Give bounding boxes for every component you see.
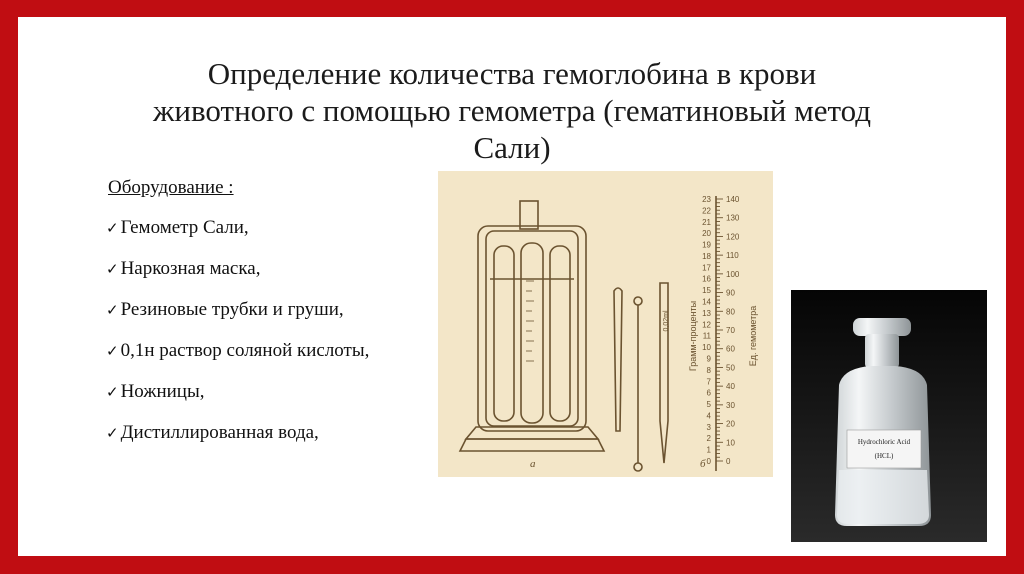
standard-tube-right (550, 246, 570, 421)
hcl-bottle-illustration (791, 290, 987, 542)
equipment-heading: Оборудование : (108, 177, 234, 198)
checkmark-icon: ✓ (106, 426, 119, 442)
scale-left-value: 6 (706, 388, 711, 398)
bottle-label-line1: Hydrochloric Acid (857, 438, 911, 446)
liquid (837, 470, 929, 524)
hemometer-base (466, 427, 598, 439)
title-line-2: животного с помощью гемометра (гематиновый метод (153, 93, 871, 128)
glass-rod-2-bottom (634, 463, 642, 471)
hemometer-drawing (438, 171, 773, 477)
scale-left-value: 20 (702, 229, 711, 239)
list-item (106, 215, 369, 256)
list-item (106, 297, 369, 338)
list-item-text: Гемометр Сали, (120, 217, 249, 238)
scale-left-value: 14 (702, 297, 711, 307)
scale-left-value: 12 (702, 320, 711, 330)
list-item (106, 338, 369, 379)
hemometer-stand-inner (486, 231, 578, 426)
scale-labels (702, 195, 740, 466)
bottle-label (847, 430, 921, 468)
scale-left-title: Грамм-проценты (688, 300, 698, 372)
scale-left-value: 0 (706, 457, 711, 466)
scale-left-value: 1 (706, 445, 711, 455)
scale-left-value: 3 (706, 422, 711, 432)
slide-title (18, 55, 1006, 166)
scale-right-value: 130 (726, 213, 740, 223)
scale-right-value: 0 (726, 457, 731, 466)
bottle-label-line2: (HCL) (874, 452, 894, 460)
list-item-text: Резиновые трубки и груши, (120, 299, 344, 320)
scale-left-value: 22 (702, 206, 711, 216)
bottle-neck (865, 334, 899, 368)
hemometer-cap (520, 201, 538, 229)
scale-right-title: Ед. гемометра (748, 305, 758, 367)
scale-left-value: 5 (706, 400, 711, 410)
pipette-mark-label: 0,02ml (663, 310, 670, 332)
title-line-3: Сали) (473, 130, 551, 165)
scale-right-value: 60 (726, 344, 735, 354)
scale-left-value: 8 (706, 365, 711, 375)
scale-right-value: 100 (726, 269, 740, 279)
checkmark-icon: ✓ (106, 262, 119, 278)
standard-tube-left (494, 246, 514, 421)
scale-left-value: 19 (702, 240, 711, 250)
slide (18, 17, 1006, 556)
list-item-text: Дистиллированная вода, (120, 422, 319, 443)
title-line-1: Определение количества гемоглобина в крови (207, 56, 817, 91)
checkmark-icon: ✓ (106, 344, 119, 360)
scale-left-value: 10 (702, 343, 711, 353)
scale-left-value: 2 (706, 434, 711, 444)
scale-left-value: 7 (706, 377, 711, 387)
scale-left-value: 21 (702, 217, 711, 227)
figure-label-b: б (700, 458, 706, 470)
checkmark-icon: ✓ (106, 385, 119, 401)
list-item-text: Ножницы, (120, 381, 205, 402)
scale-left-value: 15 (702, 286, 711, 296)
scale-left-value: 9 (706, 354, 711, 364)
figure-label-a: а (530, 458, 536, 470)
scale-right-value: 10 (726, 438, 735, 448)
scale-left-value: 4 (706, 411, 711, 421)
scale-right-value: 30 (726, 400, 735, 410)
list-item (106, 420, 369, 461)
bottle-stopper-top (853, 318, 911, 336)
capillary-pipette (660, 283, 668, 463)
equipment-list (106, 215, 369, 461)
scale-right-value: 80 (726, 307, 735, 317)
graduated-tube (521, 243, 543, 423)
scale-ticks (716, 199, 723, 461)
glass-rod-2-top (634, 297, 642, 305)
scale-right-value: 50 (726, 363, 735, 373)
scale-left-value: 13 (702, 308, 711, 318)
checkmark-icon: ✓ (106, 221, 119, 237)
scale-left-value: 16 (702, 274, 711, 284)
hemometer-illustration (438, 171, 773, 477)
tube-graduations (526, 281, 534, 361)
scale-right-value: 140 (726, 195, 740, 204)
scale-right-value: 120 (726, 232, 740, 242)
hcl-bottle-photo (791, 290, 987, 542)
hemometer-foot (460, 439, 604, 451)
list-item (106, 256, 369, 297)
scale-right-value: 20 (726, 419, 735, 429)
scale-right-value: 40 (726, 382, 735, 392)
checkmark-icon: ✓ (106, 303, 119, 319)
scale-right-value: 110 (726, 251, 739, 261)
glass-rod-1 (614, 288, 622, 431)
list-item (106, 379, 369, 420)
scale-left-value: 11 (702, 331, 711, 341)
scale-right-value: 90 (726, 288, 735, 298)
scale-right-value: 70 (726, 326, 735, 335)
scale-left-value: 17 (702, 263, 711, 273)
list-item-text: Наркозная маска, (120, 258, 261, 279)
list-item-text: 0,1н раствор соляной кислоты, (120, 340, 370, 361)
scale-left-value: 18 (702, 251, 711, 261)
scale-left-value: 23 (702, 195, 711, 204)
